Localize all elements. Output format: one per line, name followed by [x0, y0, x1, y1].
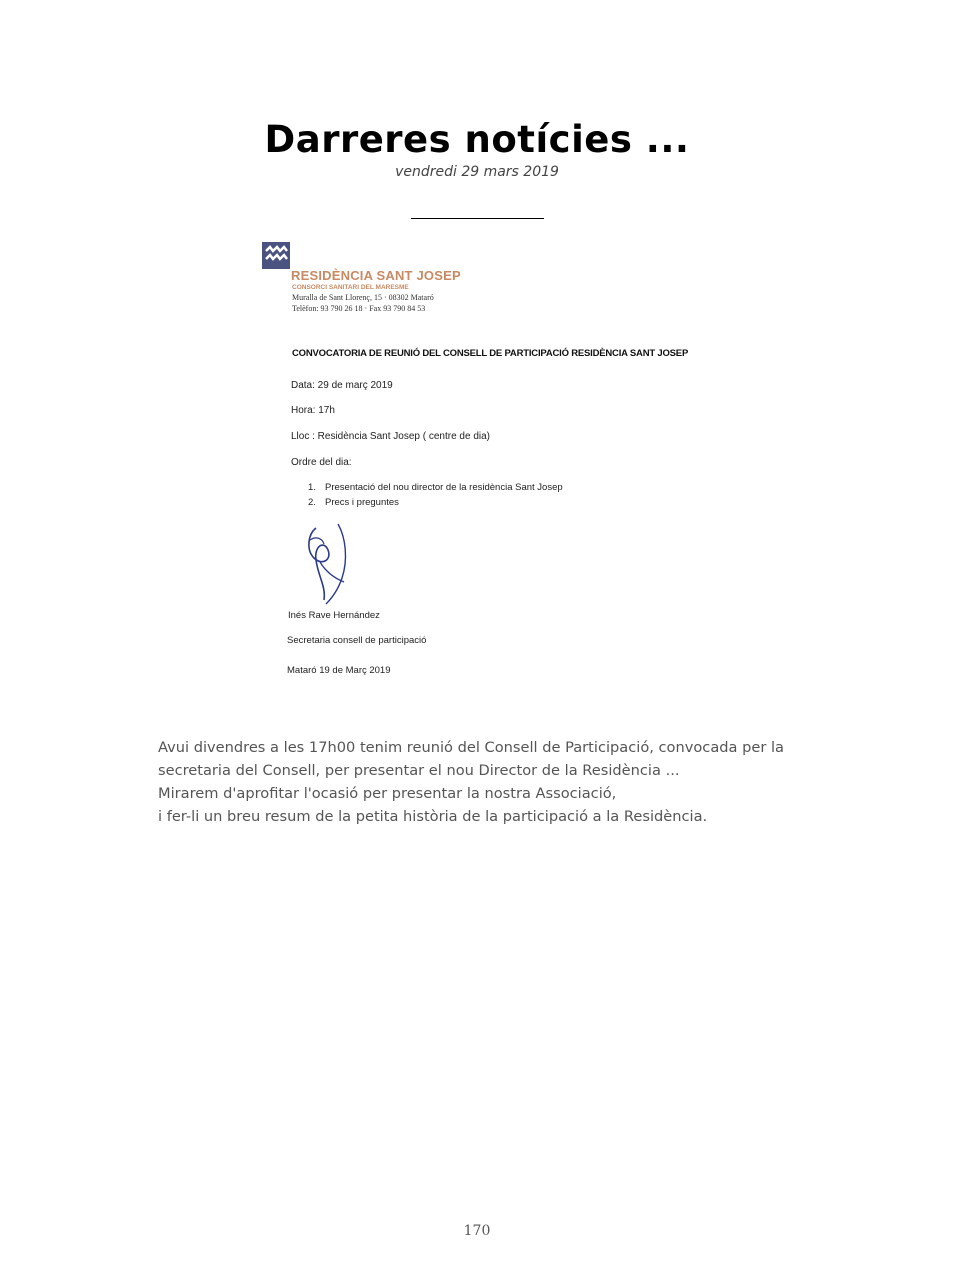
agenda-item [308, 482, 563, 493]
scanned-letter [258, 238, 708, 688]
body-line: secretaria del Consell, per presentar el nou Director de la Residència ... [158, 762, 680, 779]
agenda-item-text: Presentació del nou director de la residència Sant Josep [325, 482, 563, 493]
signature-icon [298, 520, 368, 613]
field-agenda-label: Ordre del dia: [291, 457, 352, 468]
phone-line: Telèfon: 93 790 26 18 · Fax 93 790 84 53 [292, 304, 426, 313]
page-number: 170 [463, 1223, 491, 1239]
org-name: RESIDÈNCIA SANT JOSEP [291, 268, 461, 283]
body-line: i fer-li un breu resum de la petita història de la participació a la Residència. [158, 808, 708, 825]
agenda-item-number: 2. [308, 497, 316, 508]
address-line: Muralla de Sant Llorenç, 15 · 08302 Mataró [292, 293, 434, 302]
body-line: Mirarem d'aprofitar l'ocasió per presentar la nostra Associació, [158, 785, 617, 802]
signature-role: Secretaria consell de participació [287, 635, 427, 646]
agenda-item-text: Precs i preguntes [325, 497, 399, 508]
field-time: Hora: 17h [291, 405, 335, 416]
agenda-item [308, 497, 399, 508]
signature-place-date: Mataró 19 de Març 2019 [287, 665, 391, 676]
signature-name: Inés Rave Hernández [288, 610, 380, 621]
residencia-logo-icon [262, 242, 290, 269]
agenda-item-number: 1. [308, 482, 316, 493]
post-body [158, 736, 818, 828]
field-place: Lloc : Residència Sant Josep ( centre de dia) [291, 431, 490, 442]
body-line: Avui divendres a les 17h00 tenim reunió del Consell de Participació, convocada per la [158, 739, 784, 756]
field-date: Data: 29 de març 2019 [291, 380, 393, 391]
post-date: vendredi 29 mars 2019 [395, 164, 559, 180]
page-title: Darreres notícies ... [264, 118, 690, 161]
org-subtitle: CONSORCI SANITARI DEL MARESME [292, 284, 409, 291]
divider [411, 218, 544, 219]
letter-heading: CONVOCATORIA DE REUNIÓ DEL CONSELL DE PARTICIPACIÓ RESIDÈNCIA SANT JOSEP [292, 348, 689, 359]
